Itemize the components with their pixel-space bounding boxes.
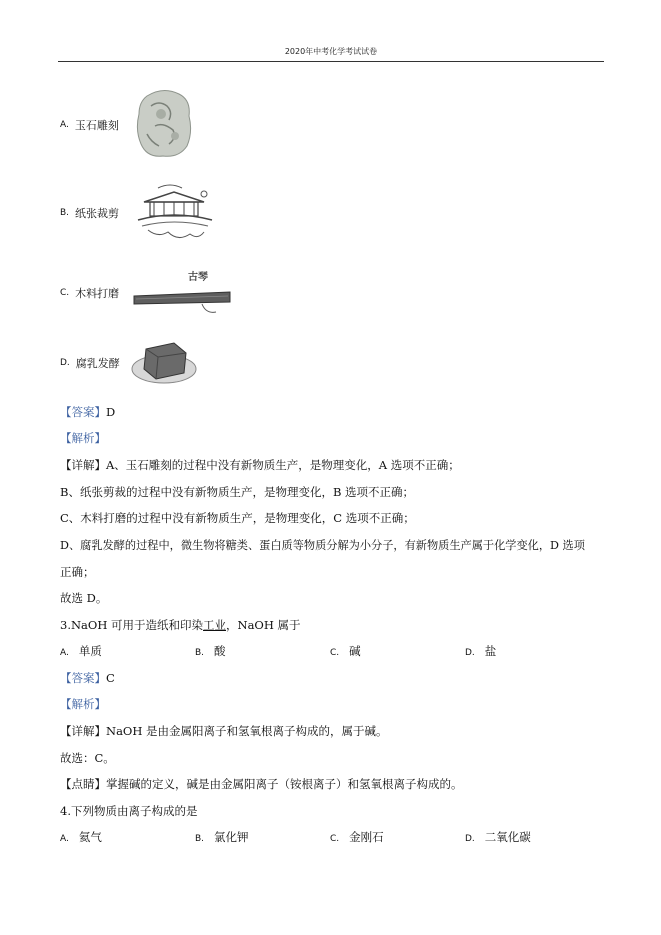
choice-letter: A. bbox=[60, 834, 69, 844]
option-letter: A. bbox=[60, 120, 69, 130]
q2-detail-line2: B、纸张剪裁的过程中没有新物质生产，是物理变化，B 选项不正确； bbox=[60, 485, 415, 499]
choice-letter: D. bbox=[465, 834, 475, 844]
q3-stem-underlined: 工业 bbox=[203, 618, 227, 632]
guqin-caption: 古琴 bbox=[188, 272, 208, 283]
choice-letter: C. bbox=[330, 648, 340, 658]
q3-stem-post: ，NaOH 属于 bbox=[226, 618, 301, 632]
choice-text: 酸 bbox=[214, 644, 226, 658]
choice-text: 金刚石 bbox=[349, 830, 384, 844]
wood-guqin-image bbox=[132, 284, 232, 318]
q3-conclusion: 故选：C。 bbox=[60, 751, 115, 765]
q3-choice-a bbox=[60, 643, 102, 659]
answer-tag: 【答案】 bbox=[60, 671, 106, 685]
choice-letter: B. bbox=[195, 834, 205, 844]
q2-detail-line3: C、木料打磨的过程中没有新物质生产，是物理变化，C 选项不正确； bbox=[60, 511, 415, 525]
header-rule bbox=[58, 61, 604, 62]
q2-option-b bbox=[60, 205, 119, 221]
q4-choice-c bbox=[330, 829, 384, 845]
q2-detail-line1 bbox=[60, 457, 460, 473]
choice-text: 盐 bbox=[484, 644, 497, 658]
q3-detail bbox=[60, 723, 388, 739]
choice-text: 氯化钾 bbox=[214, 830, 249, 844]
option-label: 纸张裁剪 bbox=[75, 207, 120, 220]
q2-analysis-tag: 【解析】 bbox=[60, 431, 106, 445]
comment-text: 掌握碱的定义，碱是由金属阳离子（铵根离子）和氢氧根离子构成的。 bbox=[106, 777, 463, 791]
choice-letter: D. bbox=[465, 648, 475, 658]
option-label: 腐乳发酵 bbox=[75, 357, 120, 370]
detail-text: NaOH 是由金属阳离子和氢氧根离子构成的，属于碱。 bbox=[106, 724, 388, 738]
option-label: 木料打磨 bbox=[75, 287, 120, 300]
detail-text: A、玉石雕刻的过程中没有新物质生产，是物理变化，A 选项不正确； bbox=[106, 458, 460, 472]
paper-cutting-image bbox=[134, 180, 216, 248]
choice-letter: B. bbox=[195, 648, 205, 658]
q3-choice-d bbox=[465, 643, 496, 659]
q4-stem: 4.下列物质由离子构成的是 bbox=[60, 804, 198, 818]
answer-text: D bbox=[106, 405, 116, 419]
detail-tag: 【详解】 bbox=[60, 458, 106, 472]
q2-option-c bbox=[60, 285, 119, 301]
detail-tag: 【详解】 bbox=[60, 724, 106, 738]
q3-comment bbox=[60, 776, 463, 792]
q3-answer bbox=[60, 670, 115, 686]
q2-option-d bbox=[60, 355, 120, 371]
jade-carving-image bbox=[133, 86, 197, 160]
q2-detail-line4: D、腐乳发酵的过程中，微生物将糖类、蛋白质等物质分解为小分子，有新物质生产属于化学变化，D 选项 bbox=[60, 539, 585, 552]
option-letter: D. bbox=[60, 358, 70, 368]
answer-text: C bbox=[106, 671, 115, 685]
q3-choice-b bbox=[195, 643, 226, 659]
q4-choice-b bbox=[195, 829, 249, 845]
q3-analysis-tag: 【解析】 bbox=[60, 697, 106, 711]
q2-detail-line5: 正确； bbox=[60, 565, 95, 579]
q2-answer bbox=[60, 404, 115, 420]
choice-text: 碱 bbox=[349, 644, 361, 658]
option-label: 玉石雕刻 bbox=[74, 119, 119, 132]
q4-choice-a bbox=[60, 829, 102, 845]
choice-text: 单质 bbox=[78, 644, 102, 658]
q3-stem bbox=[60, 617, 301, 633]
q4-choice-d bbox=[465, 829, 531, 845]
choice-letter: C. bbox=[330, 834, 340, 844]
q3-choice-c bbox=[330, 643, 361, 659]
q2-option-a bbox=[60, 117, 119, 133]
choice-letter: A. bbox=[60, 648, 69, 658]
comment-tag: 【点睛】 bbox=[60, 777, 106, 791]
page-header: 2020年中考化学考试试卷 bbox=[284, 47, 378, 56]
option-letter: B. bbox=[60, 208, 70, 218]
choice-text: 氦气 bbox=[78, 830, 102, 844]
q3-stem-pre: 3.NaOH 可用于造纸和印染 bbox=[60, 618, 204, 632]
q2-conclusion: 故选 D。 bbox=[60, 591, 108, 605]
fermented-tofu-image bbox=[130, 333, 198, 387]
answer-tag: 【答案】 bbox=[60, 405, 106, 419]
option-letter: C. bbox=[60, 288, 70, 298]
choice-text: 二氧化碳 bbox=[484, 830, 531, 844]
